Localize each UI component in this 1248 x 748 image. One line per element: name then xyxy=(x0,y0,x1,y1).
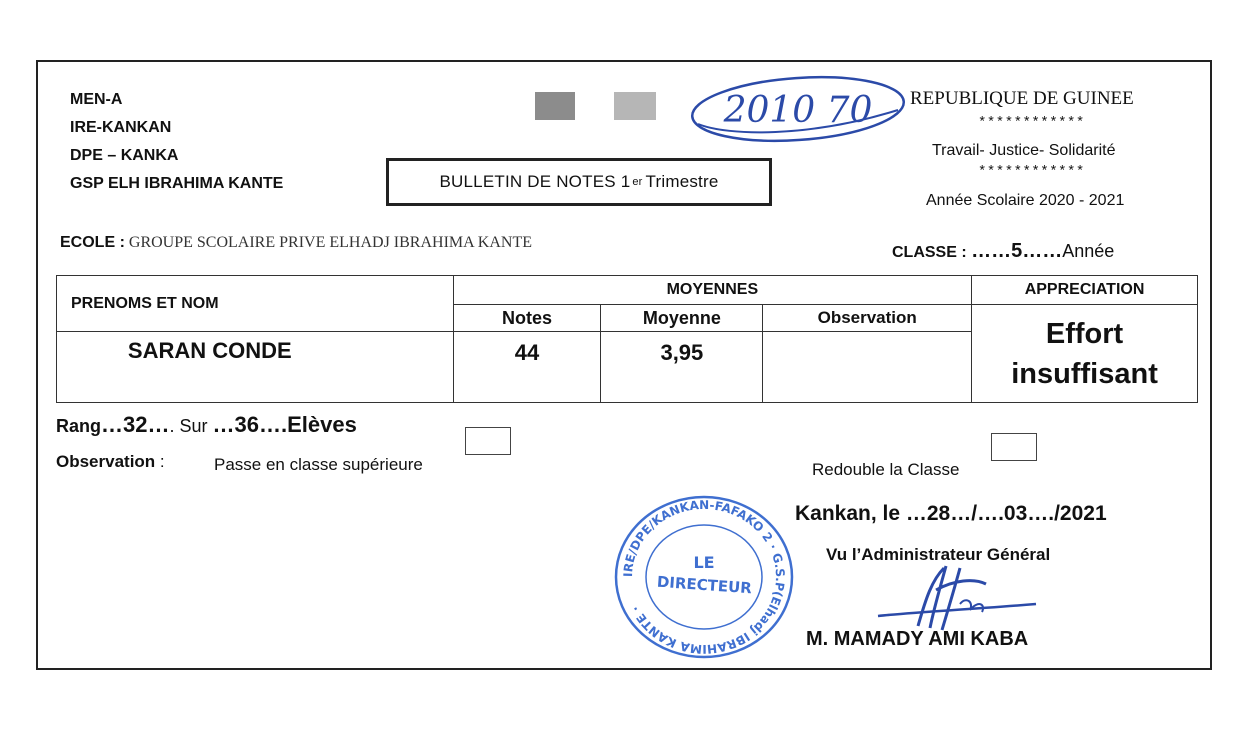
rank-mid: . Sur xyxy=(169,416,213,436)
handwritten-signature xyxy=(874,560,1044,634)
col-header-appreciation: APPRECIATION xyxy=(972,276,1198,305)
republic-title: REPUBLIQUE DE GUINEE xyxy=(910,88,1134,109)
classe-suffix: Année xyxy=(1062,241,1115,261)
stamp-center-le: LE xyxy=(693,553,715,572)
bulletin-title-suffix: Trimestre xyxy=(645,172,719,191)
administrator-line: Vu l’Administrateur Général xyxy=(826,545,1051,564)
redacted-block-2 xyxy=(614,92,656,120)
bulletin-title-sup: er xyxy=(632,176,643,188)
moyenne-value: 3,95 xyxy=(601,332,763,403)
observation-label: Observation xyxy=(56,452,156,471)
observation-line xyxy=(56,452,165,472)
rank-total: …36…. xyxy=(212,412,288,437)
redouble-label: Redouble la Classe xyxy=(812,460,960,479)
stamp-ring-text: IRE/DPE/KANKAN-FAFAKO 2 · G.S.P(Elhadj IBRAHIMA KANTE · xyxy=(620,497,788,657)
redacted-block-1 xyxy=(535,92,575,120)
appreciation-line-1: Effort xyxy=(1045,317,1124,350)
header-left xyxy=(70,86,283,198)
rank-prefix: Rang xyxy=(56,416,101,436)
bulletin-title-main: BULLETIN DE NOTES 1 xyxy=(439,172,631,191)
signatory-name: M. MAMADY AMI KABA xyxy=(806,628,1029,650)
prefectoral-office-line: DPE – KANKA xyxy=(70,147,179,164)
student-name: SARAN CONDE xyxy=(57,332,454,403)
appreciation-line-2: insuffisant xyxy=(1011,357,1158,390)
rank-suffix: Elèves xyxy=(287,412,357,437)
stars-divider-2: ************ xyxy=(978,164,1085,180)
regional-office-line: IRE-KANKAN xyxy=(70,119,172,136)
handwritten-number-text: 2010 70 xyxy=(723,90,873,131)
col-header-moyenne: Moyenne xyxy=(601,305,763,332)
classe-label: CLASSE : xyxy=(892,244,972,261)
observation-value xyxy=(763,332,972,403)
col-header-name: PRENOMS ET NOM xyxy=(57,276,454,332)
appreciation-cell xyxy=(972,305,1198,403)
redouble-checkbox[interactable] xyxy=(991,433,1037,461)
rank-line xyxy=(56,412,357,438)
col-header-observation: Observation xyxy=(763,305,972,332)
rank-value: …32… xyxy=(101,412,170,437)
observation-text: Passe en classe supérieure xyxy=(214,455,423,474)
notes-value: 44 xyxy=(453,332,601,403)
school-label: ECOLE : xyxy=(60,234,125,251)
ministry-line: MEN-A xyxy=(70,91,123,108)
observation-colon: : xyxy=(155,452,165,471)
school-line xyxy=(60,234,532,252)
bulletin-title-box xyxy=(386,158,772,206)
grades-table xyxy=(56,275,1198,403)
national-motto: Travail- Justice- Solidarité xyxy=(932,142,1116,159)
stars-divider-1: ************ xyxy=(978,115,1085,131)
school-name: GROUPE SCOLAIRE PRIVE ELHADJ IBRAHIMA KANTE xyxy=(124,234,533,251)
col-header-notes: Notes xyxy=(453,305,601,332)
stamp-center-directeur: DIRECTEUR xyxy=(656,572,753,598)
classe-line xyxy=(892,240,1114,263)
handwritten-number-circled xyxy=(688,72,910,146)
school-abbrev-line: GSP ELH IBRAHIMA KANTE xyxy=(70,175,284,192)
col-header-moyennes: MOYENNES xyxy=(453,276,972,305)
school-stamp xyxy=(612,492,796,662)
promote-checkbox[interactable] xyxy=(465,427,511,455)
classe-value: ……5…… xyxy=(971,240,1063,262)
place-date: Kankan, le …28…/….03…./2021 xyxy=(795,502,1107,525)
school-year: Année Scolaire 2020 - 2021 xyxy=(926,192,1125,209)
